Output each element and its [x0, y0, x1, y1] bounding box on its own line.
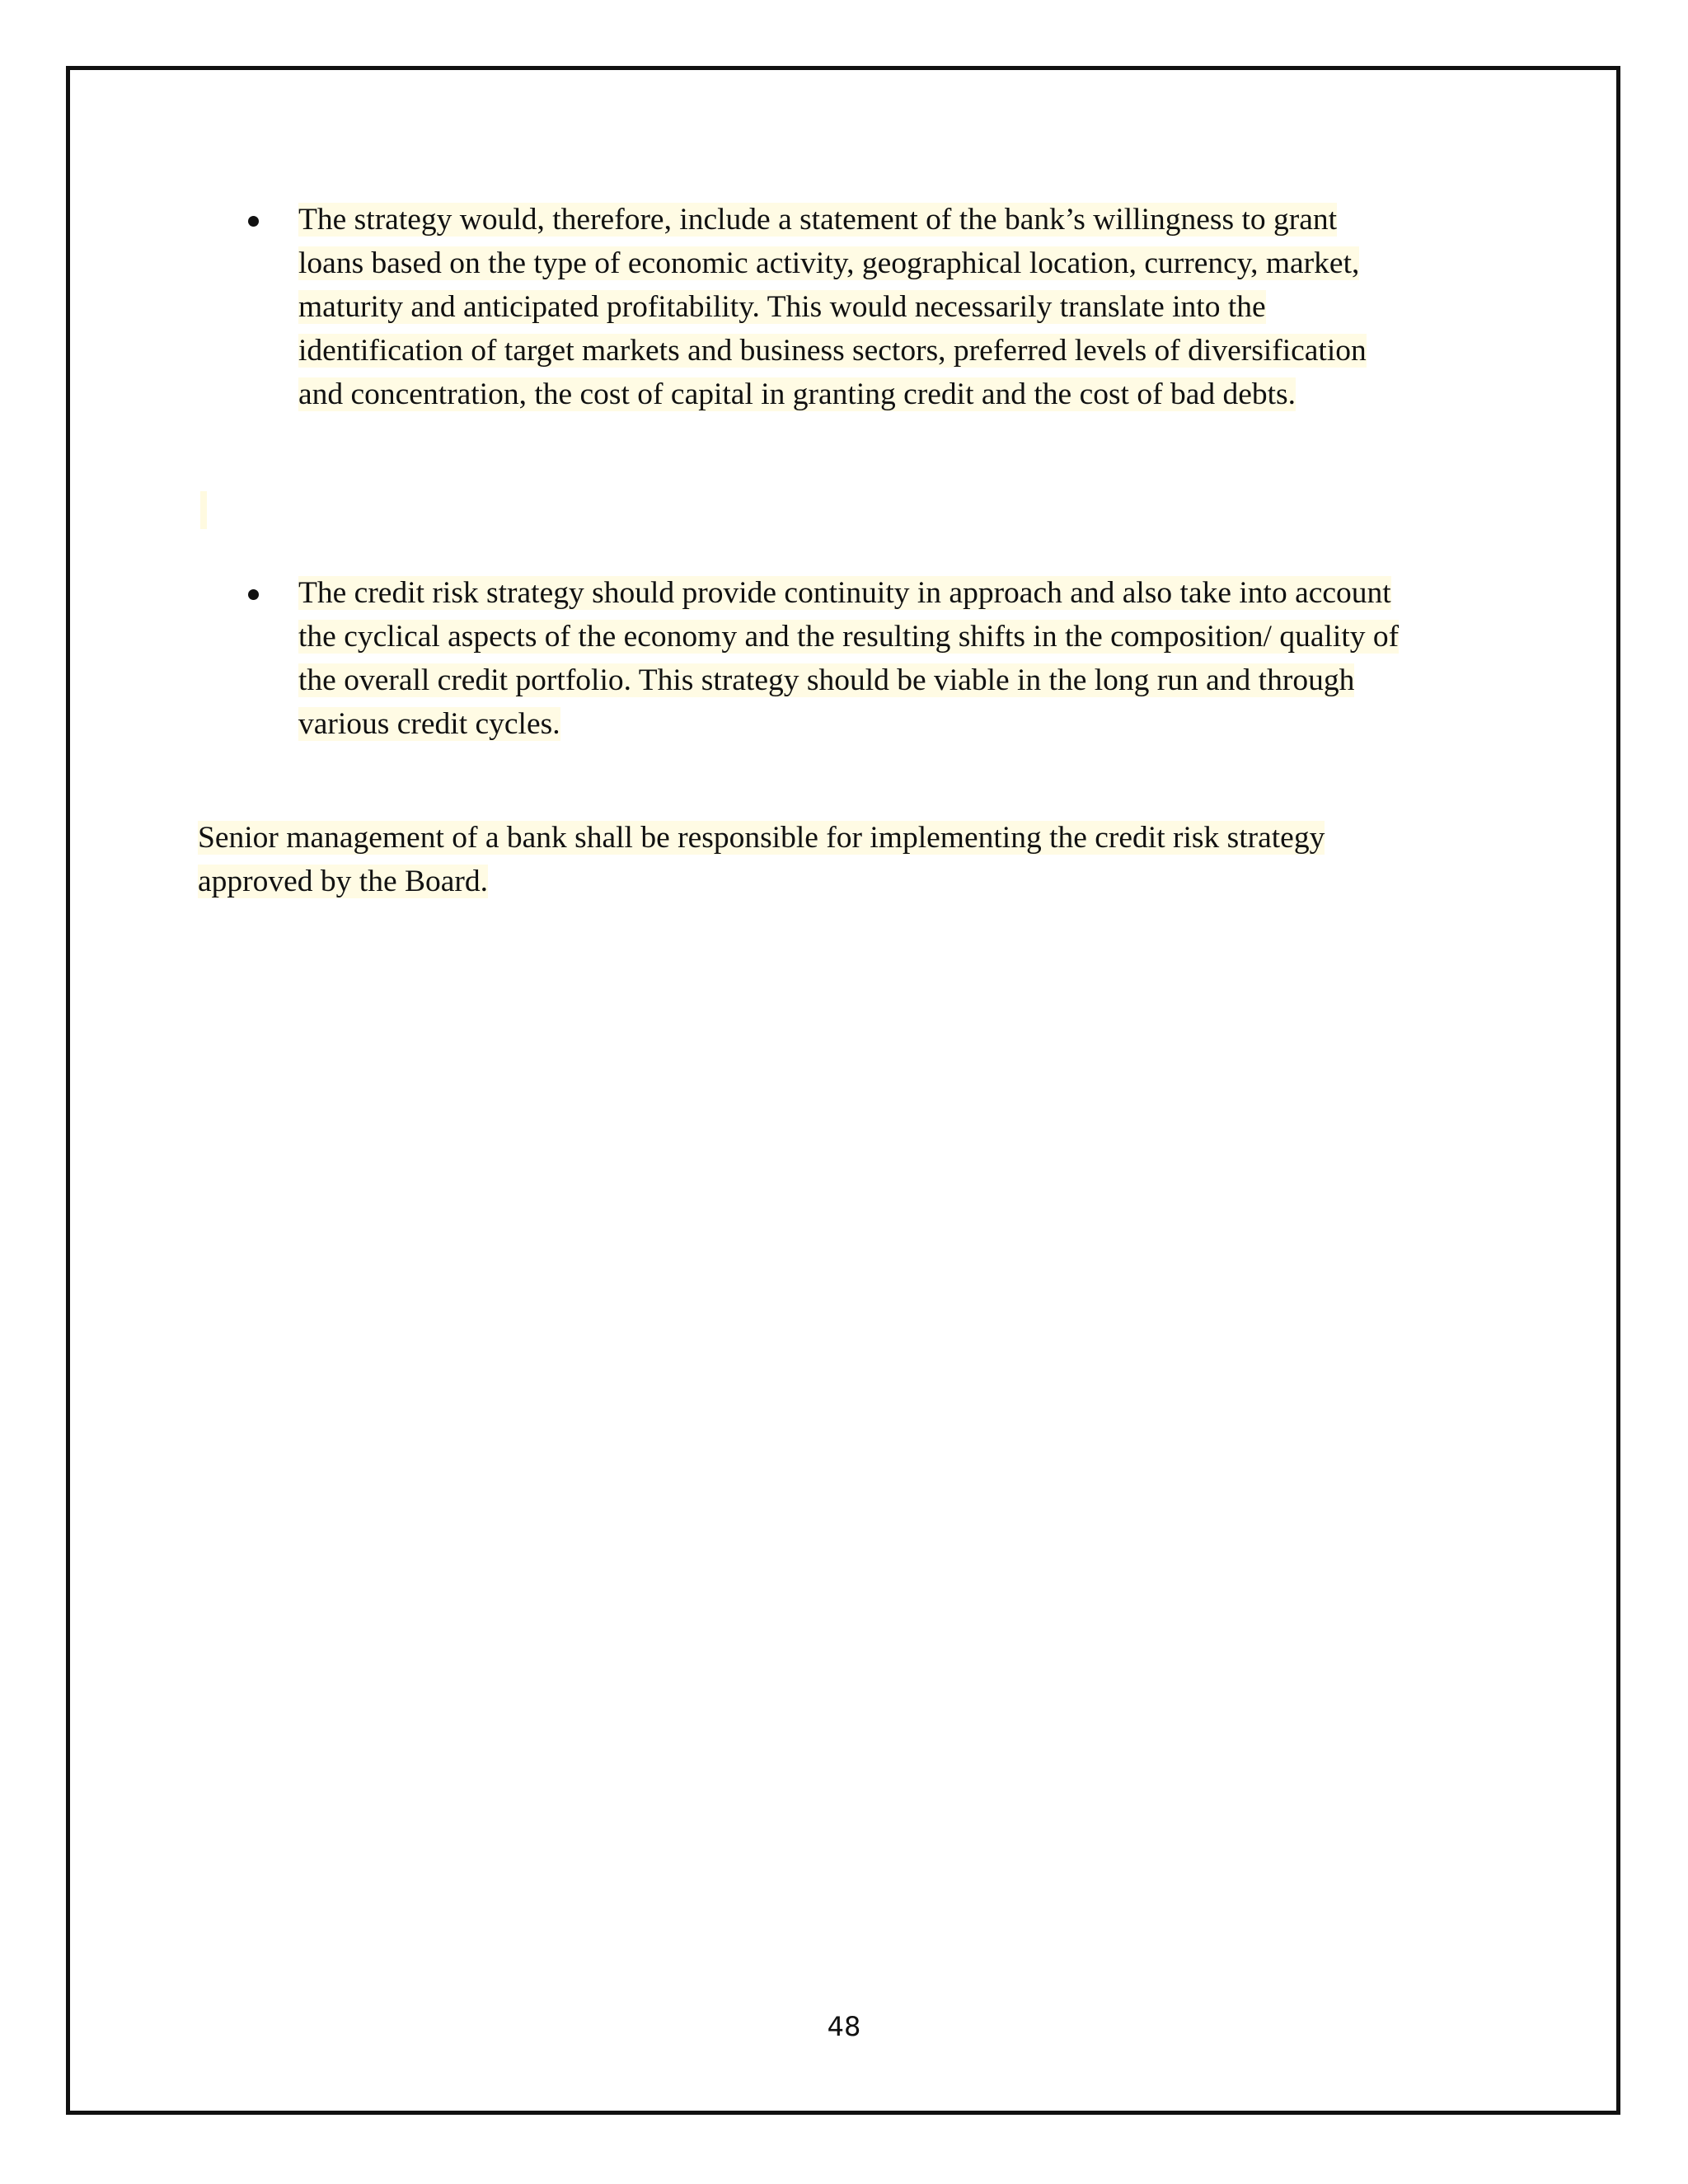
text-line: The strategy would, therefore, include a statement of the bank’s willingness to grant: [298, 203, 1338, 237]
text-line: various credit cycles.: [298, 707, 560, 741]
text-line: the cyclical aspects of the economy and the resulting shifts in the composition/ quality of: [298, 620, 1400, 654]
document-body: [198, 198, 1500, 903]
text-line: the overall credit portfolio. This strategy should be viable in the long run and through: [298, 663, 1355, 697]
text-line: Senior management of a bank shall be responsible for implementing the credit risk strategy: [198, 821, 1325, 855]
text-line: loans based on the type of economic activity, geographical location, currency, market,: [298, 246, 1360, 280]
bullet-item-continuity: [198, 571, 1500, 746]
text-line: and concentration, the cost of capital in granting credit and the cost of bad debts.: [298, 377, 1296, 411]
text-line: maturity and anticipated profitability. This would necessarily translate into the: [298, 290, 1266, 324]
bullet-icon: [248, 589, 259, 600]
text-line: approved by the Board.: [198, 865, 488, 898]
bullet-icon: [248, 216, 259, 227]
page-number: 48: [827, 2011, 861, 2042]
senior-management-paragraph: [198, 816, 1500, 903]
bullet-item-strategy-statement: [198, 198, 1500, 416]
text-line: identification of target markets and business sectors, preferred levels of diversification: [298, 334, 1367, 368]
text-line: The credit risk strategy should provide continuity in approach and also take into account: [298, 576, 1391, 610]
